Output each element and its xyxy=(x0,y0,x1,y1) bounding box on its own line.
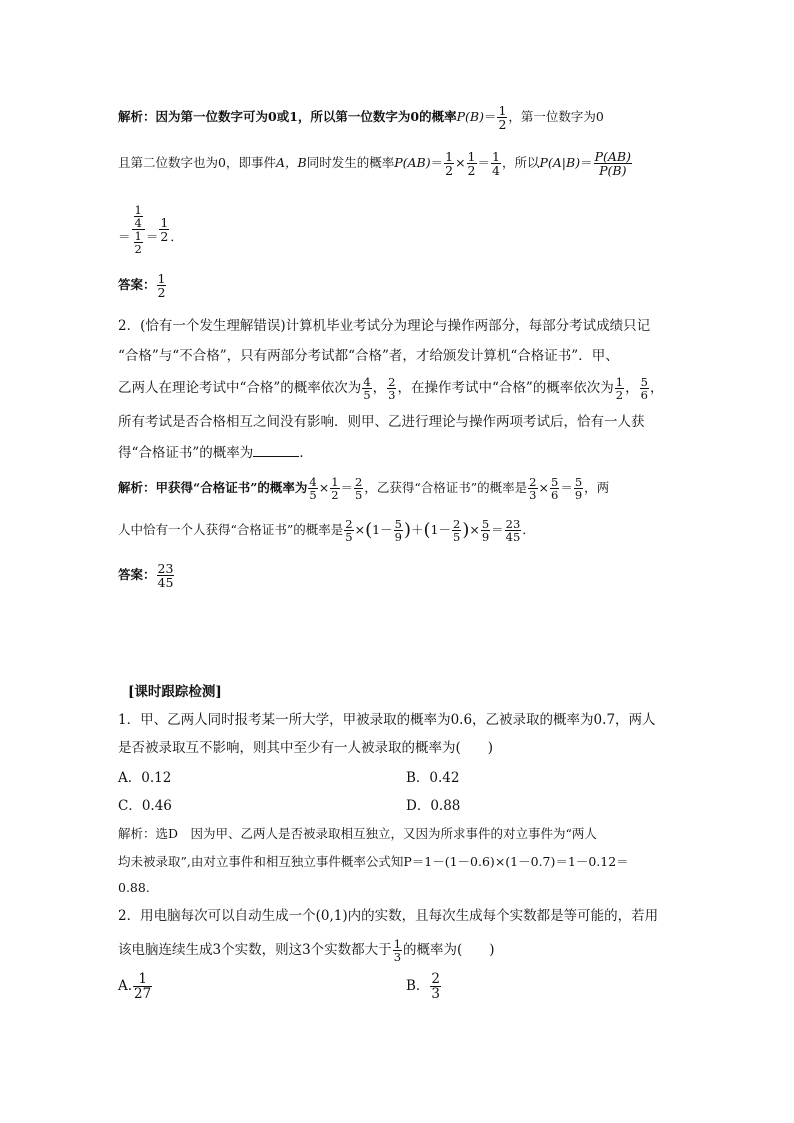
option-2a: A. $\frac{1}{27}$ xyxy=(118,971,152,1003)
section-q2-line-1: 2．用电脑每次可以自动生成一个(0,1)内的实数，且每次生成每个实数都是等可能的，若用 xyxy=(118,908,659,924)
fraction-1-2: $\frac{1}{2}$ xyxy=(498,103,507,133)
answer-2: 答案： $\frac{23}{45}$ xyxy=(118,561,174,591)
answer-1: 答案： $\frac{1}{2}$ xyxy=(118,271,166,301)
section-q1-solution-1: 解析：选D 因为甲、乙两人是否被录取相互独立，又因为所求事件的对立事件为“两人 xyxy=(118,826,597,841)
option-d: D．0.88 xyxy=(406,798,461,814)
section-q1-solution-3: 0.88. xyxy=(118,880,150,895)
problem-2-solution-2: 人中恰有一个人获得“合格证书”的概率是 $\frac{2}{5}$ ×(1－ $\frac{5}{9}$ )＋(1－ $\frac{2}{5}$ )× $\frac{5}{9}$ ＝ $\frac{23}{45}$ ． xyxy=(118,517,535,545)
section-q2-line-2: 该电脑连续生成3个实数，则这3个实数都大于 $\frac{1}{3}$ 的概率为( ) xyxy=(118,937,495,965)
section-q1-solution-2: 均未被录取”,由对立事件和相互独立事件概率公式知P＝1－(1－0.6)×(1－0.7)＝1－0.12＝ xyxy=(118,854,629,869)
answer-blank xyxy=(253,442,299,457)
problem-2-solution-1: 解析：甲获得“合格证书”的概率为 $\frac{4}{5}$ × $\frac{1}{2}$ ＝ $\frac{2}{5}$ ，乙获得“合格证书”的概率是 $\frac{2}{3}$ × $\frac{5}{6}$ ＝ $\frac{5}{9}$ ，两 xyxy=(118,475,610,503)
section-q1-line-1: 1．甲、乙两人同时报考某一所大学，甲被录取的概率为0.6，乙被录取的概率为0.7，两人 xyxy=(118,712,656,728)
fraction-pab-pb: $\frac{P(AB)}{P(B)}$ xyxy=(594,149,631,179)
option-a: A．0.12 xyxy=(118,770,172,786)
section-q1-line-2: 是否被录取互不影响，则其中至少有一人被录取的概率为( ) xyxy=(118,740,494,756)
solution-line-2: 且第二位数字也为0，即事件A，B同时发生的概率P(AB)＝ $\frac{1}{2}$ × $\frac{1}{2}$ ＝ $\frac{1}{4}$ ，所以P(A|B)＝ $\frac{P(AB)}{P(B)}$ xyxy=(118,149,631,179)
section-title: [课时跟踪检测] xyxy=(128,684,222,700)
solution-line-3: ＝ $\frac{\frac{1}{4}}{\frac{1}{2}}$ ＝ $\frac{1}{2}$ ． xyxy=(118,203,183,257)
solution-line-1: 解析：因为第一位数字可为0或1，所以第一位数字为0的概率P(B)＝ $\frac{1}{2}$ ，第一位数字为0 xyxy=(118,103,604,133)
option-c: C．0.46 xyxy=(118,798,172,814)
problem-2-line-3: 乙两人在理论考试中“合格”的概率依次为 $\frac{4}{5}$ ， $\frac{2}{3}$ ，在操作考试中“合格”的概率依次为 $\frac{1}{2}$ ， $\frac{5}{6}$ ， xyxy=(118,375,664,403)
complex-fraction: $\frac{\frac{1}{4}}{\frac{1}{2}}$ xyxy=(132,204,145,255)
problem-2-line-2: “合格”与“不合格”，只有两部分考试都“合格”者，才给颁发计算机“合格证书”．甲、 xyxy=(118,348,619,364)
option-2b: B． $\frac{2}{3}$ xyxy=(406,971,441,1003)
option-b: B．0.42 xyxy=(406,770,460,786)
problem-2-line-4: 所有考试是否合格相互之间没有影响．则甲、乙进行理论与操作两项考试后，恰有一人获 xyxy=(118,414,645,430)
problem-2-line-1: 2．(恰有一个发生理解错误)计算机毕业考试分为理论与操作两部分，每部分考试成绩只记 xyxy=(118,318,651,334)
problem-2-line-5: 得“合格证书”的概率为 ． xyxy=(118,442,688,463)
